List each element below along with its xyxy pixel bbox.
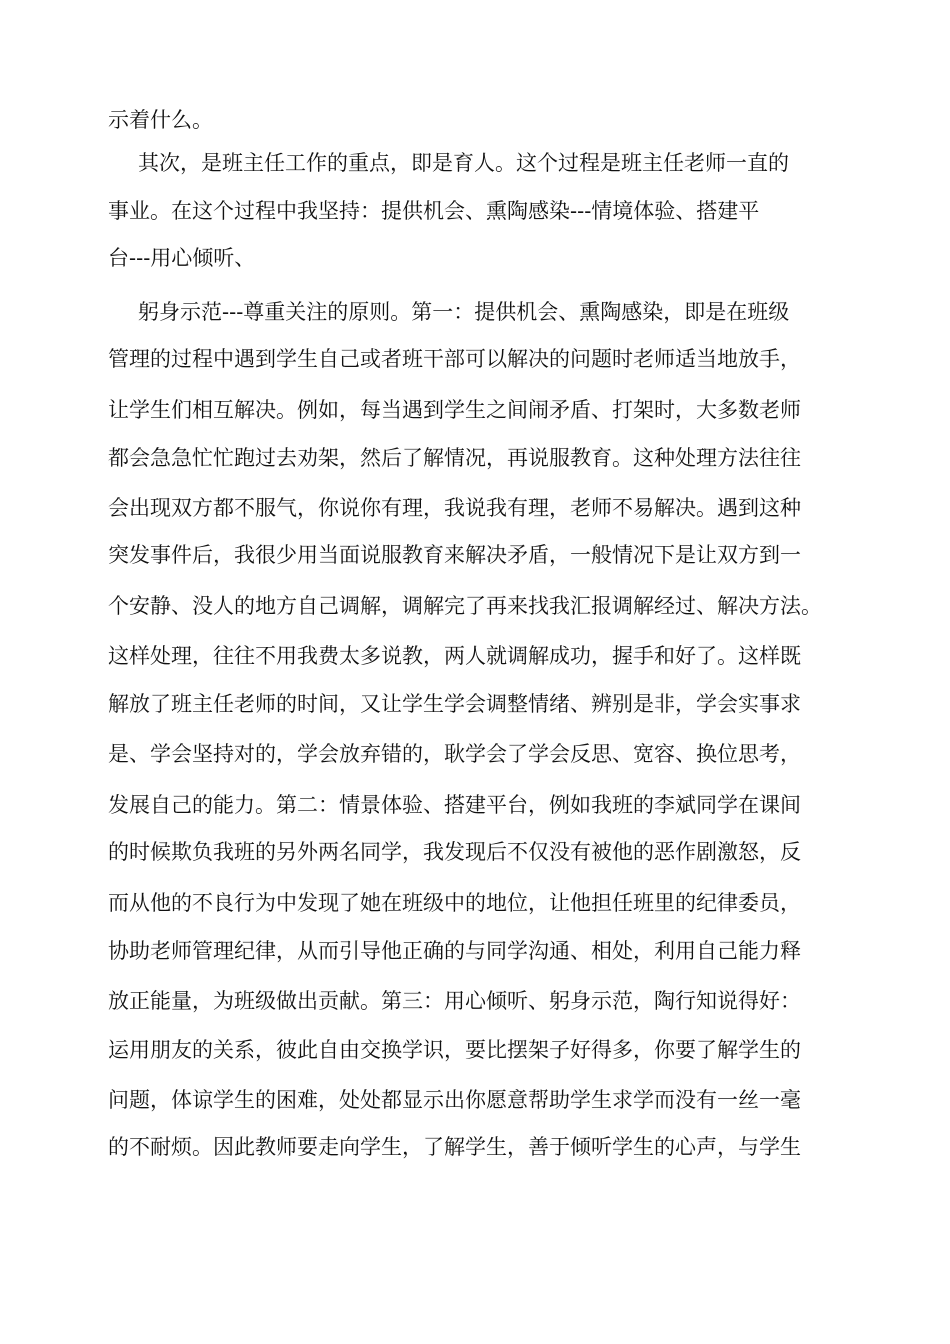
text-line-9: 会出现双方都不服气，你说你有理，我说我有理，老师不易解决。遇到这种 (108, 496, 801, 520)
text-line-3: 事业。在这个过程中我坚持：提供机会、熏陶感染---情境体验、搭建平 (108, 199, 760, 223)
text-line-12: 这样处理，往往不用我费太多说教，两人就调解成功，握手和好了。这样既 (108, 644, 801, 668)
text-line-5: 躬身示范---尊重关注的原则。第一：提供机会、熏陶感染，即是在班级 (138, 300, 790, 324)
text-line-6: 管理的过程中遇到学生自己或者班干部可以解决的问题时老师适当地放手， (108, 347, 801, 371)
text-line-16: 的时候欺负我班的另外两名同学，我发现后不仅没有被他的恶作剧激怒，反 (108, 840, 801, 864)
text-line-19: 放正能量，为班级做出贡献。第三：用心倾听、躬身示范，陶行知说得好： (108, 989, 801, 1013)
text-line-18: 协助老师管理纪律，从而引导他正确的与同学沟通、相处，利用自己能力释 (108, 939, 801, 963)
text-line-4: 台---用心倾听、 (108, 246, 256, 270)
text-line-13: 解放了班主任老师的时间，又让学生学会调整情绪、辨别是非，学会实事求 (108, 692, 801, 716)
text-line-8: 都会急急忙忙跑过去劝架，然后了解情况，再说服教育。这种处理方法往往 (108, 446, 801, 470)
text-line-15: 发展自己的能力。第二：情景体验、搭建平台，例如我班的李斌同学在课间 (108, 793, 801, 817)
text-line-2: 其次，是班主任工作的重点，即是育人。这个过程是班主任老师一直的 (138, 151, 789, 175)
text-line-20: 运用朋友的关系，彼此自由交换学识，要比摆架子好得多，你要了解学生的 (108, 1038, 801, 1062)
text-line-7: 让学生们相互解决。例如，每当遇到学生之间闹矛盾、打架时，大多数老师 (108, 398, 801, 422)
text-line-22: 的不耐烦。因此教师要走向学生，了解学生，善于倾听学生的心声，与学生 (108, 1135, 801, 1159)
text-line-11: 个安静、没人的地方自己调解，调解完了再来找我汇报调解经过、解决方法。 (108, 594, 822, 618)
text-line-21: 问题，体谅学生的困难，处处都显示出你愿意帮助学生求学而没有一丝一毫 (108, 1088, 801, 1112)
text-line-17: 而从他的不良行为中发现了她在班级中的地位，让他担任班里的纪律委员， (108, 891, 801, 915)
text-line-10: 突发事件后，我很少用当面说服教育来解决矛盾，一般情况下是让双方到一 (108, 543, 801, 567)
text-line-14: 是、学会坚持对的，学会放弃错的，耿学会了学会反思、宽容、换位思考， (108, 742, 801, 766)
text-line-1: 示着什么。 (108, 108, 213, 132)
